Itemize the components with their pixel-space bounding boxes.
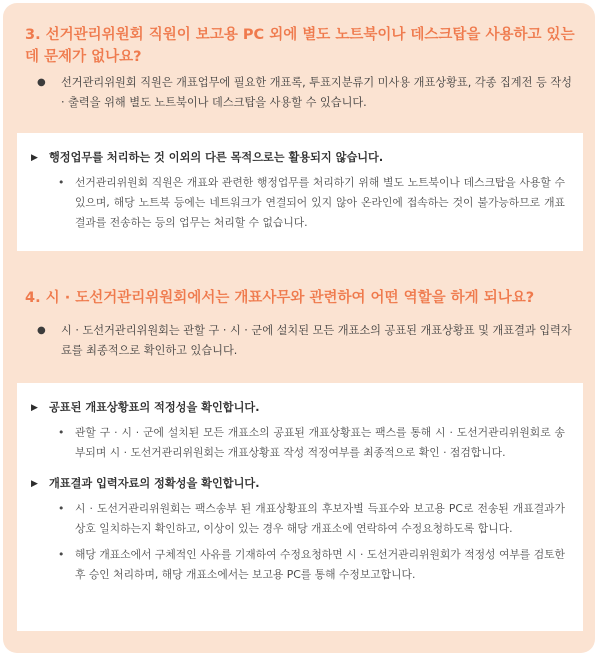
triangle-icon: ▶	[31, 153, 38, 163]
list-item-text: 관할 구 · 시 · 군에 설치된 모든 개표소의 공표된 개표상황표는 팩스를 통해 시 · 도선거관리위원회로 송부되며 시 · 도선거관리위원회는 개표상황표 작성 적정여부를 최종적으로 확인 · 점검합니다.	[75, 426, 565, 459]
list-item	[31, 499, 569, 539]
question-4-answer	[37, 321, 573, 361]
list-item-text: 해당 개표소에서 구체적인 사유를 기재하여 수정요청하면 시 · 도선거관리위원회가 적정성 여부를 검토한 후 승인 처리하며, 해당 개표소에서는 보고용 PC를 통해 수정보고합니다.	[75, 548, 565, 581]
info-box-q3	[17, 133, 583, 251]
small-bullet-icon: •	[58, 176, 65, 189]
box-heading-text: 개표결과 입력자료의 정확성을 확인합니다.	[49, 477, 260, 490]
answer-text: 시 · 도선거관리위원회는 관할 구 · 시 · 군에 설치된 모든 개표소의 공표된 개표상황표 및 개표결과 입력자료를 최종적으로 확인하고 있습니다.	[61, 324, 572, 357]
list-item	[31, 423, 569, 463]
box-heading-text: 행정업무를 처리하는 것 이외의 다른 목적으로는 활용되지 않습니다.	[49, 151, 384, 164]
triangle-icon: ▶	[31, 403, 38, 413]
list-item-text: 선거관리위원회 직원은 개표와 관련한 행정업무를 처리하기 위해 별도 노트북이나 데스크탑을 사용할 수 있으며, 해당 노트북 등에는 네트워크가 연결되어 있지 않아 온라인에 접속하는 것이 불가능하므로 개표결과를 전송하는 등의 업무는 처리할 수 없습니다.	[75, 176, 565, 229]
box-heading	[31, 399, 569, 417]
question-3-title: 3. 선거관리위원회 직원이 보고용 PC 외에 별도 노트북이나 데스크탑을 사용하고 있는데 문제가 없나요?	[25, 27, 575, 65]
faq-panel	[3, 3, 595, 653]
small-bullet-icon: •	[58, 502, 65, 515]
info-box-q4	[17, 383, 583, 631]
triangle-icon: ▶	[31, 479, 38, 489]
list-item	[31, 545, 569, 585]
box-heading	[31, 149, 569, 167]
small-bullet-icon: •	[58, 426, 65, 439]
box-heading	[31, 475, 569, 493]
bullet-icon: ●	[37, 77, 46, 88]
box-heading-text: 공표된 개표상황표의 적정성을 확인합니다.	[49, 401, 260, 414]
question-4-title: 4. 시 · 도선거관리위원회에서는 개표사무와 관련하여 어떤 역할을 하게 되나요?	[25, 290, 535, 306]
bullet-icon: ●	[37, 325, 46, 336]
answer-text: 선거관리위원회 직원은 개표업무에 필요한 개표록, 투표지분류기 미사용 개표상황표, 각종 집계전 등 작성 · 출력을 위해 별도 노트북이나 데스크탑을 사용할 수 있습니다.	[61, 76, 572, 109]
list-item	[31, 173, 569, 233]
small-bullet-icon: •	[58, 548, 65, 561]
list-item-text: 시 · 도선거관리위원회는 팩스송부 된 개표상황표의 후보자별 득표수와 보고용 PC로 전송된 개표결과가 상호 일치하는지 확인하고, 이상이 있는 경우 해당 개표소에 연락하여 수정요청하도록 합니다.	[75, 502, 565, 535]
question-3-answer	[37, 73, 573, 113]
